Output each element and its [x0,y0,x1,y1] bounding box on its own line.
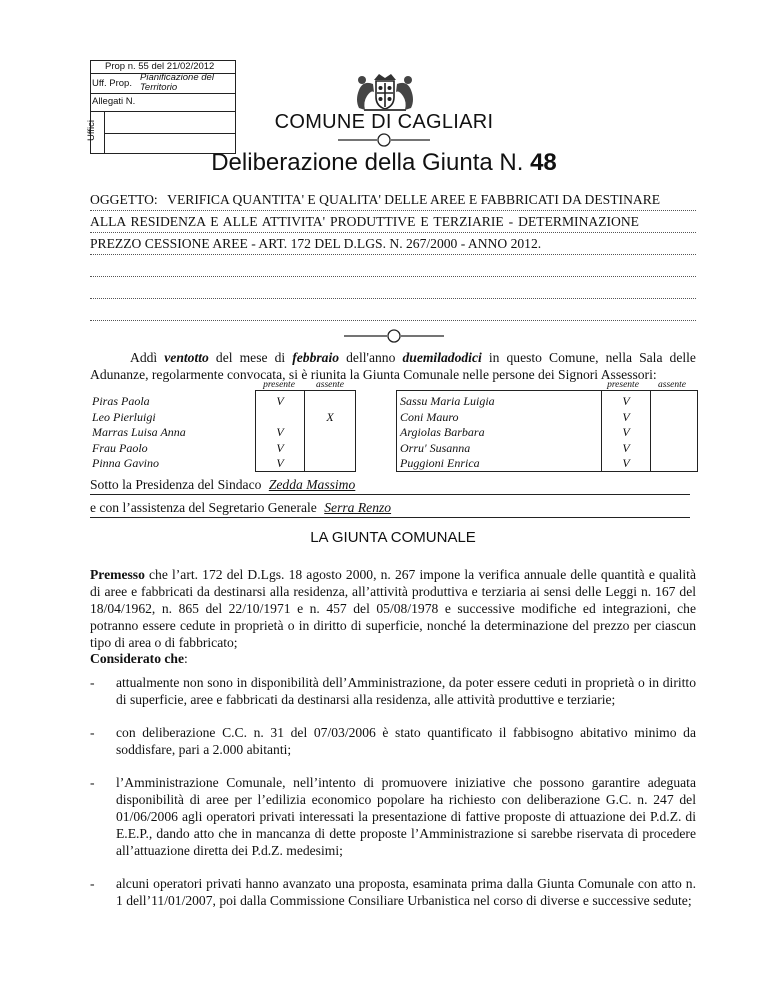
assessor-name: Marras Luisa Anna [92,425,186,439]
intro-month: febbraio [292,350,340,365]
attendance-row [396,456,696,472]
attendance-right-rows [396,394,696,472]
assessor-name: Piras Paola [92,394,150,408]
intro-text-a: Addì [130,350,165,365]
assessor-name: Frau Paolo [92,440,148,455]
title-prefix: Deliberazione della Giunta N. [211,149,524,176]
present-mark: V [622,394,630,408]
bullet-dash: - [90,775,95,790]
subject-line-2: ALLA RESIDENZA E ALLE ATTIVITA' PRODUTTIVE E TERZIARIE - DETERMINAZIONE [90,214,696,233]
office-value-line2: Territorio [140,82,178,93]
intro-text-c: dell'anno [339,350,403,365]
divider-ornament-middle [344,329,444,343]
deliberation-number: 48 [530,149,557,176]
intro-paragraph [90,349,696,383]
absent-header-left: assente [316,380,344,390]
offices-column [85,111,105,153]
presidency-label: Sotto la Presidenza del Sindaco [90,477,262,492]
secretary-label: e con l’assistenza del Segretario Generale [90,500,317,515]
attendance-row [90,410,355,426]
present-mark: V [276,394,284,408]
list-item-text: con deliberazione C.C. n. 31 del 07/03/2006 è stato quantificato il fabbisogno abitativo minimo da soddisfare, pari a 2.000 abitanti; [116,725,696,757]
considerato-list [90,674,696,909]
assessor-name: Leo Pierluigi [92,409,156,424]
present-mark: V [622,440,630,455]
attendance-row [90,394,355,410]
assessor-name: Pinna Gavino [92,456,159,470]
intro-year: duemiladodici [402,350,482,365]
present-header-left: presente [263,380,295,390]
attendance-row [90,425,355,441]
list-item [90,674,696,708]
assessor-name: Orru' Susanna [400,440,471,455]
bullet-dash: - [90,876,95,891]
assessor-name: Sassu Maria Luigia [400,394,495,408]
subject-line-5 [90,280,696,299]
list-item [90,774,696,859]
mayor-name: Zedda Massimo [268,477,356,492]
proposal-number: Prop n. 55 del 21/02/2012 [91,61,235,74]
present-mark: V [276,425,284,439]
subject-label: OGGETTO: [90,192,158,207]
presidency-line [90,477,690,495]
intro-day: ventotto [164,350,209,365]
considerato-colon: : [184,651,188,666]
present-header-right: presente [607,380,639,390]
attendance-left [90,390,355,472]
attendance-row [90,456,355,472]
present-mark: V [622,456,630,470]
attendance-row [396,441,696,457]
attendance-right [396,390,696,472]
secretary-name: Serra Renzo [324,500,392,515]
secretary-line [90,500,690,518]
subject-line-3: PREZZO CESSIONE AREE - ART. 172 DEL D.LGS. N. 267/2000 - ANNO 2012. [90,236,696,255]
coat-of-arms-emblem [344,66,426,114]
premesso-paragraph [90,566,696,651]
attendance-row [396,425,696,441]
attendance-row [396,410,696,426]
section-title: LA GIUNTA COMUNALE [310,529,476,546]
divider-ornament-top [338,133,430,147]
bullet-dash: - [90,725,95,740]
office-value-line1: Pianificazione del [140,72,214,83]
office-label: Uff. Prop. [92,78,132,89]
attendance-left-rows [90,394,355,472]
page-title [100,149,668,177]
considerato-heading [90,650,696,667]
municipality-name: COMUNE DI CAGLIARI [274,111,494,133]
subject-line-1 [90,192,696,211]
subject-line-6 [90,302,696,321]
offices-row-1 [105,111,235,134]
protocol-box [85,60,236,154]
present-mark: V [276,456,284,470]
present-mark: V [622,409,630,424]
attendance-row [396,394,696,410]
list-item-text: attualmente non sono in disponibilità dell’Amministrazione, da poter essere ceduti in proprietà o in diritto di superficie, aree e fabbricati da destinarsi alla residenza, alle attività produttive e terziarie; [116,675,696,707]
list-item-text: alcuni operatori privati hanno avanzato una proposta, esaminata prima dalla Giunta Comunale con atto n. 1 dell’11/01/2007, poi dalla Commissione Consiliare Urbanistica nel corso di diverse e successive sedute; [116,876,696,908]
list-item [90,724,696,758]
subject-line-4 [90,258,696,277]
premesso-label: Premesso [90,567,145,582]
assessor-name: Puggioni Enrica [400,456,480,470]
considerato-label: Considerato che [90,651,185,666]
assessor-name: Coni Mauro [400,409,459,424]
office-row [91,73,235,94]
absent-mark: X [326,409,334,424]
list-item [90,875,696,909]
list-item-text: l’Amministrazione Comunale, nell’intento di promuovere iniziative che possono garantire adeguata disponibilità di aree per l’edilizia economico popolare ha richiesto con deliberazione G.C. n. 247 del 01/06/2006 agli operatori privati interessati la presentazione di fattive proposte di attuazione dei P.d.Z. di E.E.P., dando atto che in mancanza di dette proposte l’Amministrazione si sarebbe riservata di procedere all’attuazione diretta dei P.d.Z. medesimi; [116,775,696,858]
present-mark: V [622,425,630,439]
present-mark: V [276,440,284,455]
bullet-dash: - [90,675,95,690]
premesso-text: che l’art. 172 del D.Lgs. 18 agosto 2000, n. 267 impone la verifica annuale delle quantità e qualità di aree e fabbricati da destinarsi alla residenza, all’attività produttiva e terziaria ai sensi delle Leggi n. 167 del 18/04/1962, n. 865 del 22/10/1971 e n. 457 del 05/08/1978 e successive modifiche ed integrazioni, che potranno essere cedute in proprietà o in diritto di superficie, nonché la determinazione del prezzo per ciascun tipo di area o di fabbricato; [90,567,696,650]
attachments-label: Allegati N. [92,96,136,107]
intro-text-b: del mese di [208,350,293,365]
subject-text-1: VERIFICA QUANTITA' E QUALITA' DELLE AREE E FABBRICATI DA DESTINARE [167,192,661,207]
offices-label: Uffici [85,120,97,141]
absent-header-right: assente [658,380,686,390]
assessor-name: Argiolas Barbara [400,425,485,439]
intro-text-d: in questo Comune, nella Sala delle Adunanze, regolarmente convocata, si è riunita la Giunta Comunale nelle persone dei Signori Assessori: [90,350,696,382]
attendance-row [90,441,355,457]
